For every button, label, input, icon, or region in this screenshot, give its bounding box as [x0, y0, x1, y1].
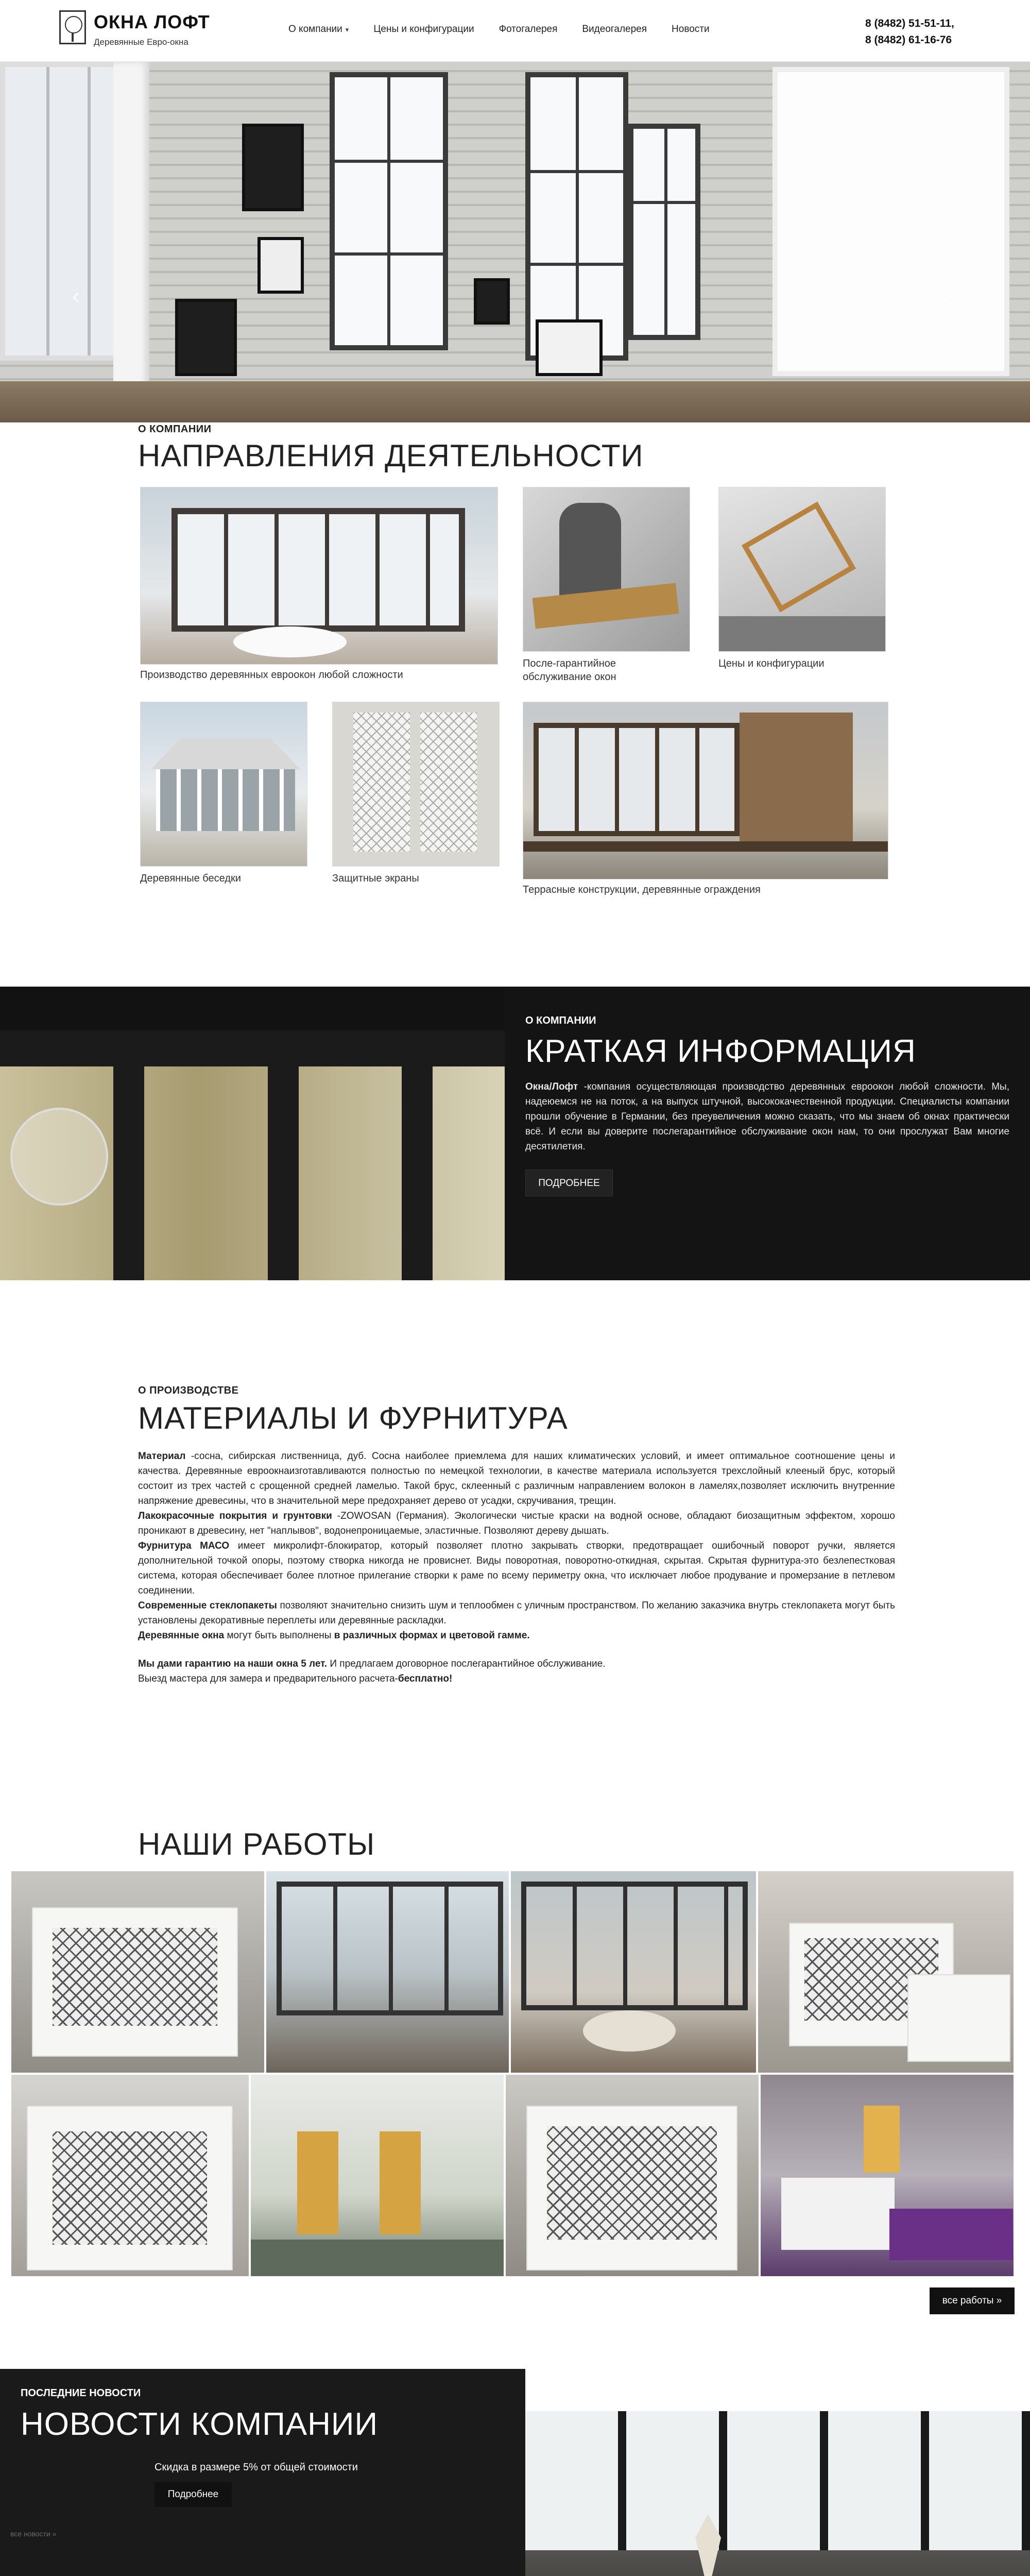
news-more-button[interactable]: Подробнее: [154, 2482, 232, 2507]
hero-window: [772, 67, 1009, 376]
hero-column: [113, 62, 149, 422]
production-text: [138, 1449, 895, 1686]
work-photo[interactable]: [505, 2074, 760, 2277]
work-photo[interactable]: [757, 1870, 1015, 2074]
hero-artwork: [242, 124, 304, 211]
work-photo[interactable]: [760, 2074, 1015, 2277]
logo-icon[interactable]: [59, 10, 86, 44]
paragraph: Фурнитура МАСО имеет микролифт-блокиратор, который позволяет плотно закрывать створки, предотвращает ошибочный поворот ручки, является дополнительной точкой опоры, поэтому створка никогда не провиснет. Виды поворотная, поворотно-откидная, скрытая. Скрытая фурнитура-это безлепестковая система, которая обеспечивает более плотное прилегание створки к раме по всему периметру окна, что исключает любое продувание и промерзание в петлевом соединении.: [138, 1540, 895, 1596]
info-more-button[interactable]: ПОДРОБНЕЕ: [525, 1170, 613, 1196]
activity-label[interactable]: Деревянные беседки: [140, 873, 241, 884]
hero-artwork: [175, 299, 237, 376]
activity-label[interactable]: Цены и конфигурации: [718, 658, 825, 669]
nav-item-label: О компании: [288, 24, 342, 35]
info-text-body: -компания осуществляющая производство деревянных евроокон любой сложности. Мы, надеюемся не на поток, а на выпуск штучной, высококачественной продукции. Специалисты компании прошли обучение в Германии, без преувеличения можно сказать, что мы знаем об окнах практически всё. И если вы доверите послегарантийное обслуживание окон нам, то они прослужат Вам многие десятилетия.: [525, 1081, 1009, 1152]
news-photo: [525, 2411, 1030, 2576]
activity-card-terraces[interactable]: [523, 702, 891, 903]
activity-card-service[interactable]: [523, 487, 693, 693]
hero-artwork: [474, 278, 510, 325]
work-photo[interactable]: [510, 1870, 757, 2074]
info-text: [525, 1079, 1009, 1154]
phone-2[interactable]: 8 (8482) 61-16-76: [865, 34, 952, 46]
all-works-button[interactable]: все работы »: [930, 2287, 1015, 2314]
activity-label[interactable]: Террасные конструкции, деревянные ограждения: [523, 884, 761, 895]
news-panel: [0, 2369, 525, 2576]
hero-window: [525, 72, 628, 361]
activity-image[interactable]: [332, 702, 500, 867]
activity-card-gazebos[interactable]: [140, 702, 310, 892]
chevron-left-icon[interactable]: ‹: [72, 283, 80, 309]
paragraph: Выезд мастера для замера и предварительного расчета-бесплатно!: [138, 1673, 453, 1684]
info-kicker: О КОМПАНИИ: [525, 1015, 596, 1026]
activity-image[interactable]: [523, 702, 888, 879]
main-nav: [288, 24, 734, 35]
hero-slider: [0, 62, 1030, 422]
activity-card-windows[interactable]: [140, 487, 501, 688]
hero-artwork: [258, 237, 304, 294]
paragraph: Лакокрасочные покрытия и грунтовки -ZOWOSAN (Германия). Экологически чистые краски на водной основе, обладают биозащитным эффектом, хорошо проникают в древесину, нет "наплывов", водонепроницаемые, эластичные. Позволяют дереву дышать.: [138, 1511, 895, 1536]
nav-item-video-gallery[interactable]: Видеогалерея: [582, 24, 647, 35]
activities-title: НАПРАВЛЕНИЯ ДЕЯТЕЛЬНОСТИ: [138, 438, 644, 473]
work-photo[interactable]: [250, 2074, 505, 2277]
activity-image[interactable]: [140, 487, 498, 665]
production-kicker: О ПРОИЗВОДСТВЕ: [138, 1385, 239, 1396]
chevron-down-icon: ▾: [345, 26, 349, 33]
logo-title[interactable]: ОКНА ЛОФТ: [94, 11, 210, 32]
chevron-right-icon[interactable]: ›: [942, 283, 950, 309]
activity-label[interactable]: Защитные экраны: [332, 873, 419, 884]
activity-label[interactable]: Производство деревянных евроокон любой сложности: [140, 669, 403, 681]
logo-subtitle: Деревянные Евро-окна: [94, 37, 188, 47]
hero-window: [330, 72, 448, 350]
news-item-title[interactable]: Скидка в размере 5% от общей стоимости: [154, 2462, 358, 2473]
activity-card-prices[interactable]: [718, 487, 888, 677]
paragraph: Материал -сосна, сибирская лиственница, дуб. Сосна наиболее приемлема для наших климатических условий, и имеет оптимальное соотношение цены и качества. Деревянные евроокнаизготавливаются полностью по немецкой технологии, в качестве материала используется трехслойный клееный брус, который состоит из трех частей с срощенной средней ламелью. Такой брус, склеенный с различным направлением волокон в ламелях,позволяет исключить внутренние напряжение древесины, что в значительной мере предохраняет дерево от усадки, скручивания, трещин.: [138, 1451, 895, 1506]
hero-window: [0, 62, 124, 361]
nav-item-about[interactable]: [288, 24, 349, 35]
work-photo[interactable]: [10, 1870, 265, 2074]
work-photo[interactable]: [265, 1870, 510, 2074]
paragraph: Деревянные окна могут быть выполнены в различных формах и цветовой гамме.: [138, 1630, 530, 1641]
hero-floor: [0, 381, 1030, 422]
paragraph: Мы дами гарантию на наши окна 5 лет. И предлагаем договорное послегарантийное обслуживание.: [138, 1658, 606, 1669]
paragraph: Современные стеклопакеты позволяют значительно снизить шум и теплообмен с уличным пространством. По желанию заказчика внутрь стеклопакета могут быть установлены декоративные переплеты или деревянные раскладки.: [138, 1600, 895, 1626]
phone-1[interactable]: 8 (8482) 51-51-11,: [865, 18, 954, 29]
hero-artwork: [536, 319, 603, 376]
info-text-bold: Окна/Лофт: [525, 1081, 578, 1092]
nav-item-photo-gallery[interactable]: Фотогалерея: [499, 24, 558, 35]
nav-item-prices[interactable]: Цены и конфигурации: [373, 24, 474, 35]
work-photo[interactable]: [10, 2074, 250, 2277]
news-title: НОВОСТИ КОМПАНИИ: [21, 2406, 379, 2442]
production-title: МАТЕРИАЛЫ И ФУРНИТУРА: [138, 1401, 568, 1435]
activity-card-screens[interactable]: [332, 702, 502, 892]
all-news-link[interactable]: все новости »: [10, 2530, 57, 2538]
activity-image[interactable]: [523, 487, 690, 652]
header-phones: [865, 15, 954, 48]
activity-label[interactable]: После-гарантийное обслуживание окон: [523, 658, 616, 683]
site-header: [0, 0, 1030, 62]
activities-kicker: О КОМПАНИИ: [138, 423, 212, 435]
info-photo: [0, 1030, 505, 1280]
hero-window: [628, 124, 700, 340]
info-section: [0, 987, 1030, 1280]
nav-item-news[interactable]: Новости: [672, 24, 710, 35]
works-title: НАШИ РАБОТЫ: [138, 1827, 375, 1861]
news-kicker: ПОСЛЕДНИЕ НОВОСТИ: [21, 2387, 141, 2399]
activity-image[interactable]: [718, 487, 886, 652]
activity-image[interactable]: [140, 702, 307, 867]
info-title: КРАТКАЯ ИНФОРМАЦИЯ: [525, 1033, 916, 1069]
